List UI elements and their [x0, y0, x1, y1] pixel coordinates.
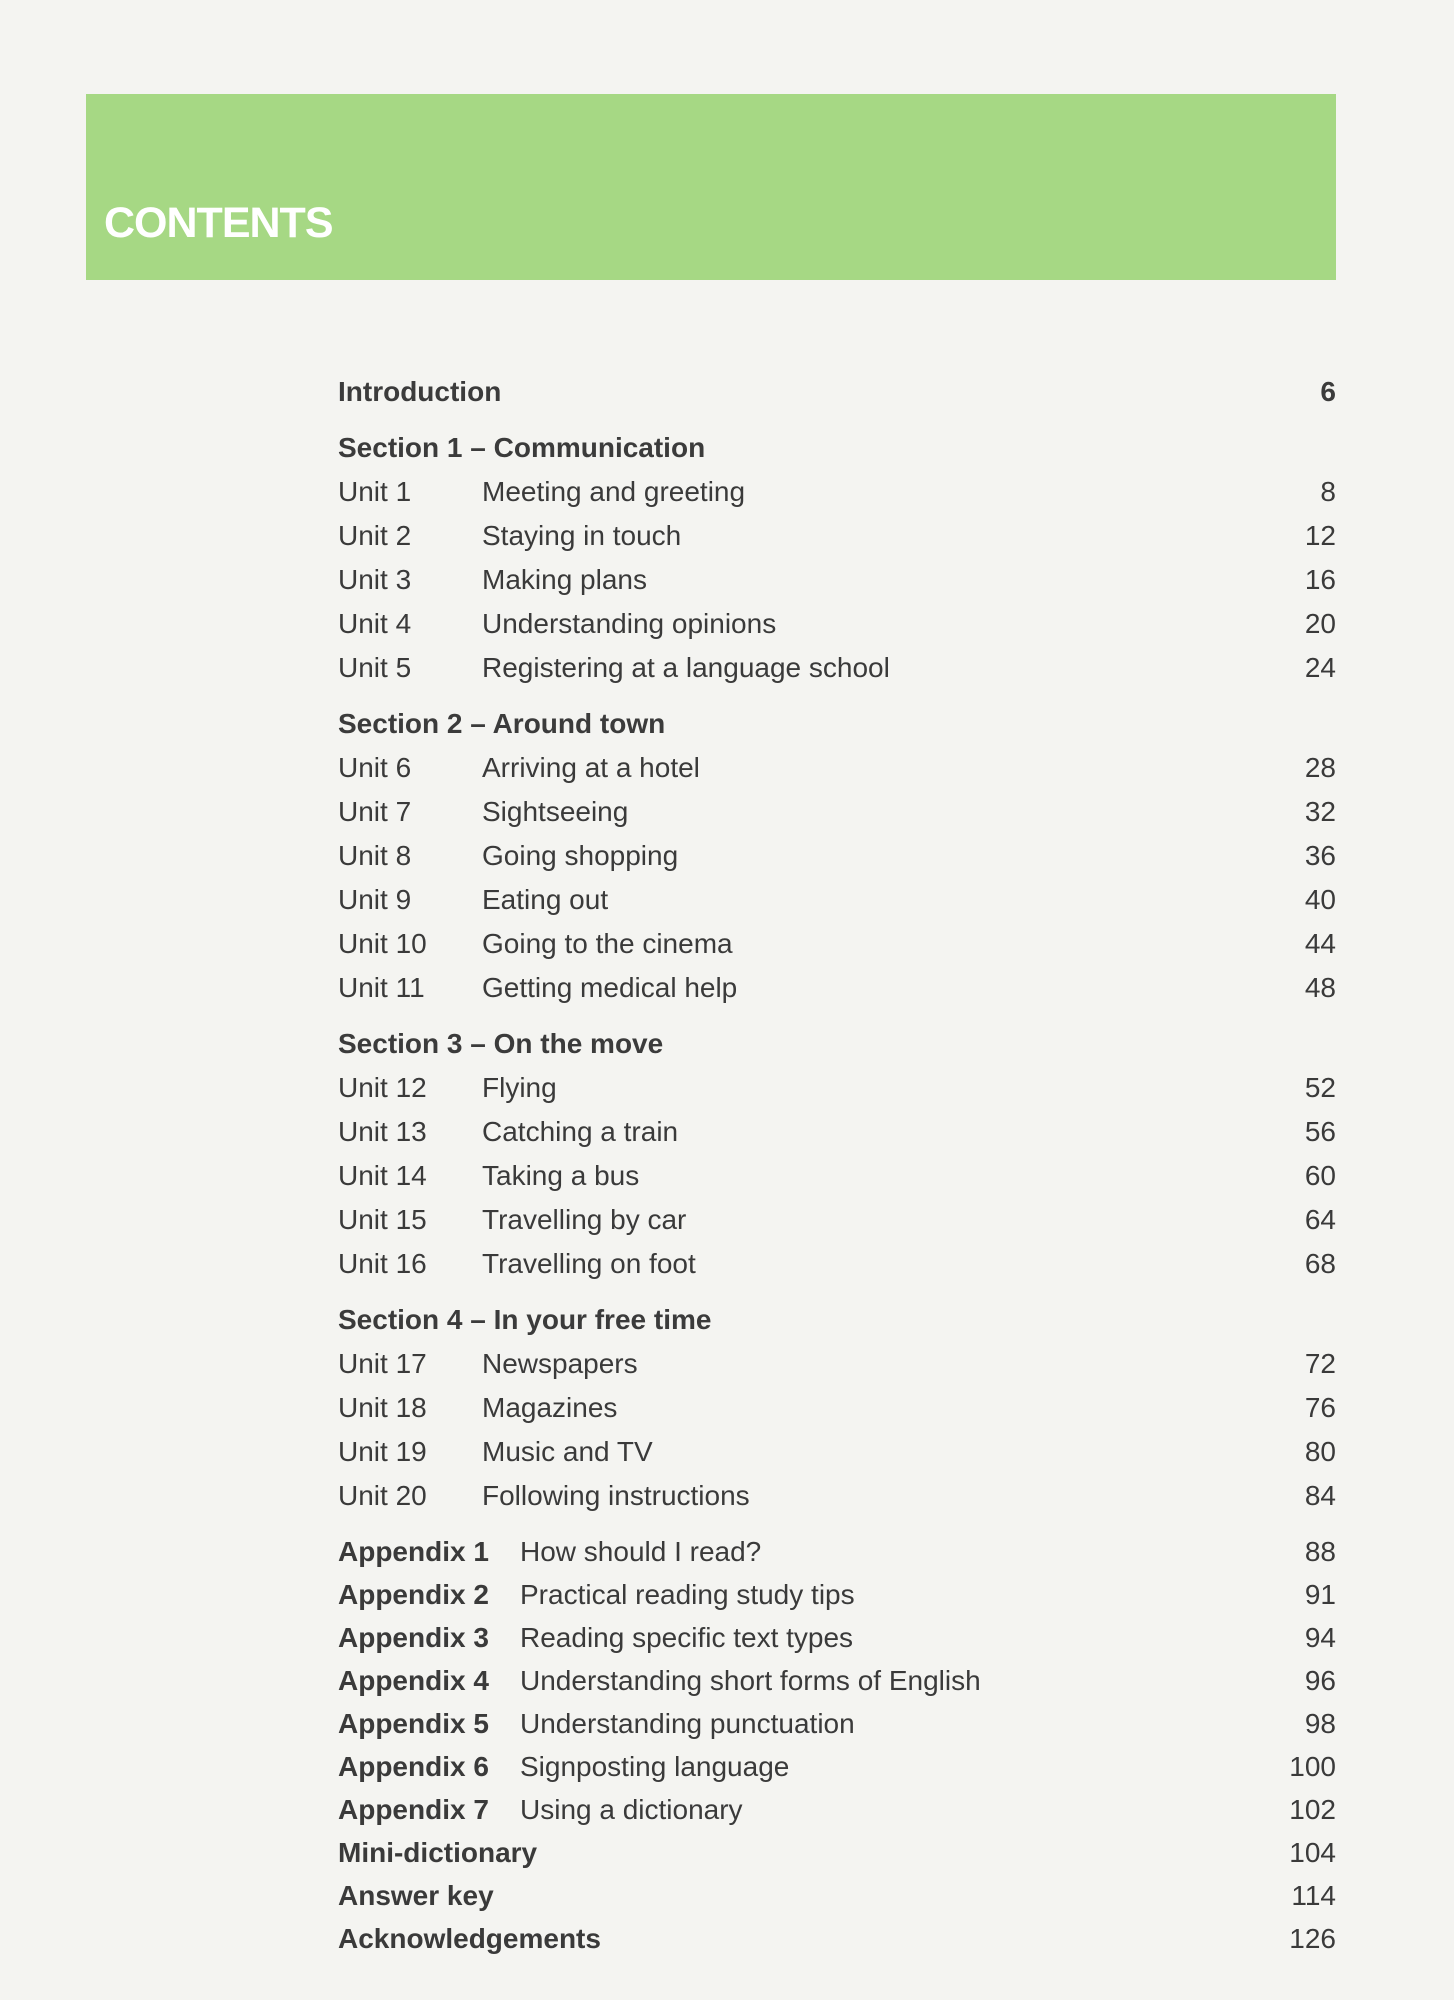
unit-title: Arriving at a hotel: [482, 752, 700, 783]
toc-entry-appendix-3[interactable]: [338, 1616, 1336, 1659]
unit-label: Unit 16: [338, 1248, 427, 1279]
unit-label: Unit 15: [338, 1204, 427, 1235]
unit-label: Unit 14: [338, 1160, 427, 1191]
unit-label: Unit 8: [338, 840, 412, 871]
unit-page: 64: [1304, 1204, 1336, 1235]
appendix-title: Practical reading study tips: [520, 1579, 855, 1610]
appendix-title: Using a dictionary: [520, 1794, 743, 1825]
unit-label: Unit 13: [338, 1116, 427, 1147]
toc-entry-unit-17[interactable]: [338, 1342, 1336, 1386]
appendix-page: 102: [1289, 1794, 1336, 1825]
toc-entry-unit-1[interactable]: [338, 470, 1336, 514]
table-of-contents: [338, 370, 1336, 1960]
appendix-label: Appendix 4: [338, 1665, 489, 1696]
appendix-title: Understanding punctuation: [520, 1708, 855, 1739]
toc-entry-unit-4[interactable]: [338, 602, 1336, 646]
appendix-page: 98: [1304, 1708, 1336, 1739]
toc-entry-unit-8[interactable]: [338, 834, 1336, 878]
toc-entry-appendix-7[interactable]: [338, 1788, 1336, 1831]
toc-entry-mini-dictionary[interactable]: [338, 1831, 1336, 1874]
toc-entry-unit-7[interactable]: [338, 790, 1336, 834]
unit-title: Flying: [482, 1072, 557, 1103]
unit-title: Understanding opinions: [482, 608, 777, 639]
unit-page: 24: [1304, 652, 1336, 683]
unit-title: Getting medical help: [482, 972, 738, 1003]
section-heading: Section 4 – In your free time: [338, 1304, 712, 1335]
section-heading: Section 2 – Around town: [338, 708, 666, 739]
unit-title: Music and TV: [482, 1436, 653, 1467]
toc-entry-unit-5[interactable]: [338, 646, 1336, 690]
section-1: [338, 426, 1336, 690]
unit-title: Sightseeing: [482, 796, 629, 827]
unit-title: Registering at a language school: [482, 652, 890, 683]
unit-page: 8: [1320, 476, 1336, 507]
toc-entry-appendix-1[interactable]: [338, 1530, 1336, 1573]
unit-page: 52: [1304, 1072, 1336, 1103]
unit-title: Magazines: [482, 1392, 618, 1423]
unit-title: Eating out: [482, 884, 609, 915]
unit-title: Newspapers: [482, 1348, 638, 1379]
toc-entry-unit-9[interactable]: [338, 878, 1336, 922]
unit-label: Unit 12: [338, 1072, 427, 1103]
toc-entry-unit-13[interactable]: [338, 1110, 1336, 1154]
toc-entry-answer-key[interactable]: [338, 1874, 1336, 1917]
toc-entry-unit-20[interactable]: [338, 1474, 1336, 1518]
appendix-title: Understanding short forms of English: [520, 1665, 981, 1696]
unit-page: 76: [1304, 1392, 1336, 1423]
toc-entry-unit-6[interactable]: [338, 746, 1336, 790]
unit-page: 68: [1304, 1248, 1336, 1279]
appendix-label: Appendix 5: [338, 1708, 489, 1739]
unit-label: Unit 4: [338, 608, 412, 639]
unit-title: Following instructions: [482, 1480, 750, 1511]
unit-title: Travelling on foot: [482, 1248, 696, 1279]
unit-page: 28: [1304, 752, 1336, 783]
unit-title: Catching a train: [482, 1116, 679, 1147]
toc-entry-appendix-6[interactable]: [338, 1745, 1336, 1788]
toc-entry-appendix-2[interactable]: [338, 1573, 1336, 1616]
appendix-page: 91: [1304, 1579, 1336, 1610]
toc-entry-page: 6: [1320, 376, 1336, 407]
unit-page: 60: [1304, 1160, 1336, 1191]
appendix-title: Reading specific text types: [520, 1622, 854, 1653]
appendix-title: Signposting language: [520, 1751, 790, 1782]
unit-page: 36: [1304, 840, 1336, 871]
unit-page: 48: [1304, 972, 1336, 1003]
appendix-label: Appendix 3: [338, 1622, 489, 1653]
toc-entry-page: 104: [1289, 1837, 1336, 1868]
unit-page: 20: [1304, 608, 1336, 639]
toc-entry-page: 114: [1291, 1880, 1336, 1911]
toc-entry-unit-2[interactable]: [338, 514, 1336, 558]
toc-entry-introduction[interactable]: [338, 370, 1336, 414]
toc-entry-unit-11[interactable]: [338, 966, 1336, 1010]
unit-page: 56: [1304, 1116, 1336, 1147]
unit-label: Unit 9: [338, 884, 412, 915]
section-heading: Section 3 – On the move: [338, 1028, 664, 1059]
unit-page: 44: [1304, 928, 1336, 959]
unit-label: Unit 6: [338, 752, 412, 783]
toc-entry-label: Introduction: [338, 376, 502, 407]
unit-label: Unit 1: [338, 476, 412, 507]
unit-title: Making plans: [482, 564, 647, 595]
appendices: [338, 1530, 1336, 1960]
toc-entry-unit-15[interactable]: [338, 1198, 1336, 1242]
toc-entry-label: Acknowledgements: [338, 1923, 601, 1954]
unit-title: Travelling by car: [482, 1204, 687, 1235]
contents-banner: [86, 94, 1336, 280]
unit-page: 84: [1304, 1480, 1336, 1511]
unit-page: 12: [1304, 520, 1336, 551]
unit-page: 16: [1304, 564, 1336, 595]
toc-entry-unit-3[interactable]: [338, 558, 1336, 602]
unit-label: Unit 3: [338, 564, 412, 595]
section-4: [338, 1298, 1336, 1518]
unit-page: 72: [1304, 1348, 1336, 1379]
unit-label: Unit 20: [338, 1480, 427, 1511]
appendix-page: 88: [1304, 1536, 1336, 1567]
unit-label: Unit 7: [338, 796, 412, 827]
appendix-label: Appendix 7: [338, 1794, 489, 1825]
appendix-label: Appendix 6: [338, 1751, 489, 1782]
unit-page: 32: [1304, 796, 1336, 827]
toc-entry-appendix-5[interactable]: [338, 1702, 1336, 1745]
toc-entry-unit-18[interactable]: [338, 1386, 1336, 1430]
unit-title: Meeting and greeting: [482, 476, 746, 507]
appendix-label: Appendix 2: [338, 1579, 489, 1610]
unit-title: Going shopping: [482, 840, 679, 871]
toc-entry-label: Answer key: [338, 1880, 494, 1911]
unit-title: Going to the cinema: [482, 928, 733, 959]
appendix-page: 100: [1289, 1751, 1336, 1782]
toc-entry-label: Mini-dictionary: [338, 1837, 538, 1868]
appendix-label: Appendix 1: [338, 1536, 489, 1567]
section-3: [338, 1022, 1336, 1286]
page-title: CONTENTS: [104, 199, 333, 247]
section-heading: Section 1 – Communication: [338, 432, 706, 463]
toc-entry-appendix-4[interactable]: [338, 1659, 1336, 1702]
toc-entry-unit-12[interactable]: [338, 1066, 1336, 1110]
unit-title: Staying in touch: [482, 520, 682, 551]
appendix-page: 96: [1304, 1665, 1336, 1696]
appendix-title: How should I read?: [520, 1536, 762, 1567]
toc-entry-unit-14[interactable]: [338, 1154, 1336, 1198]
unit-title: Taking a bus: [482, 1160, 640, 1191]
toc-entry-unit-16[interactable]: [338, 1242, 1336, 1286]
unit-label: Unit 19: [338, 1436, 427, 1467]
toc-entry-acknowledgements[interactable]: [338, 1917, 1336, 1960]
toc-entry-unit-10[interactable]: [338, 922, 1336, 966]
appendix-page: 94: [1304, 1622, 1336, 1653]
toc-entry-unit-19[interactable]: [338, 1430, 1336, 1474]
section-2: [338, 702, 1336, 1010]
unit-label: Unit 10: [338, 928, 427, 959]
unit-page: 80: [1304, 1436, 1336, 1467]
unit-label: Unit 18: [338, 1392, 427, 1423]
unit-page: 40: [1304, 884, 1336, 915]
unit-label: Unit 2: [338, 520, 412, 551]
toc-entry-page: 126: [1289, 1923, 1336, 1954]
unit-label: Unit 11: [338, 972, 425, 1003]
unit-label: Unit 17: [338, 1348, 427, 1379]
unit-label: Unit 5: [338, 652, 412, 683]
